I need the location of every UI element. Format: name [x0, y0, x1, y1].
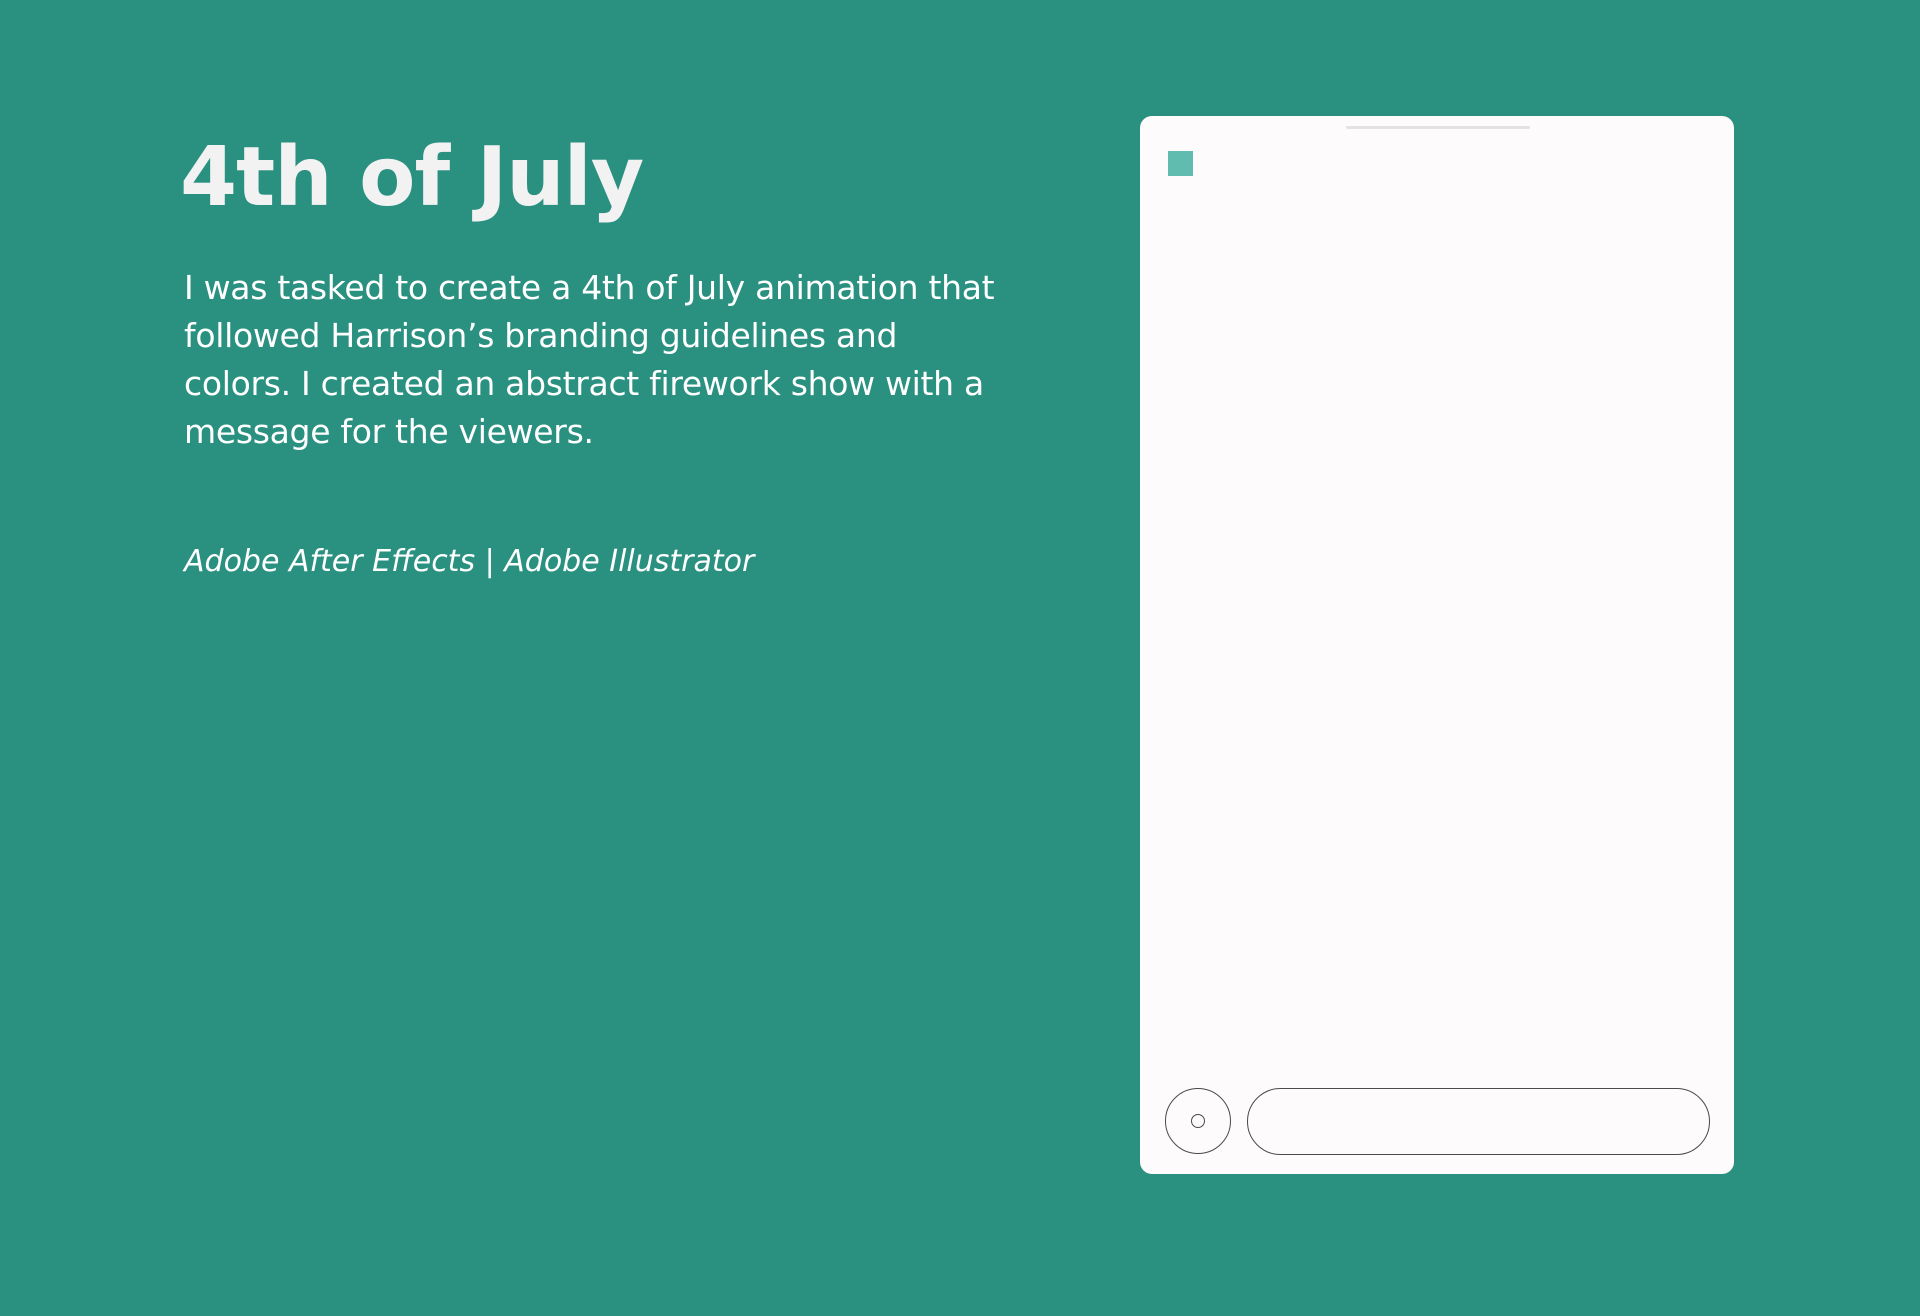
drag-handle	[1346, 126, 1530, 129]
page-title: 4th of July	[180, 130, 644, 225]
square-logo-icon	[1168, 151, 1193, 176]
message-input[interactable]	[1247, 1088, 1710, 1155]
tools-used: Adobe After Effects | Adobe Illustrator	[184, 544, 755, 579]
animation-canvas	[1140, 196, 1734, 1076]
record-circle-icon	[1191, 1114, 1205, 1128]
record-button[interactable]	[1165, 1088, 1231, 1154]
phone-mockup	[1140, 116, 1734, 1174]
project-description: I was tasked to create a 4th of July animation that followed Harrison’s branding guidelines and colors. I created an abstract firework show with a message for the viewers.	[184, 268, 995, 451]
mockup-header	[1168, 150, 1207, 176]
